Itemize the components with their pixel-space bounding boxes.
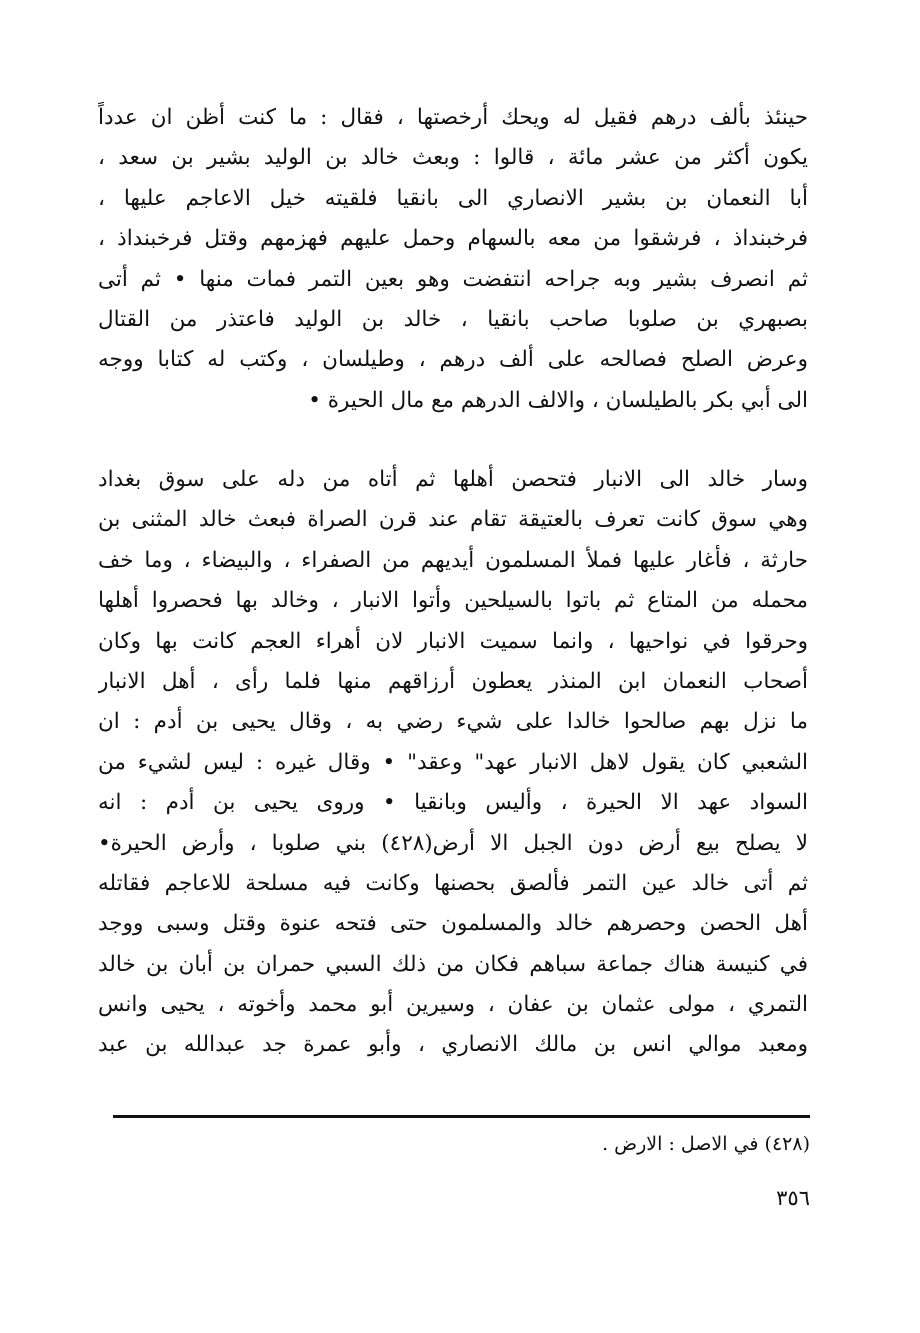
text-line: وحرقوا في نواحيها ، وانما سميت الانبار لان أهراء العجم كانت بها وكان bbox=[98, 628, 808, 654]
text-line: التمري ، مولى عثمان بن عفان ، وسيرين أبو محمد وأخوته ، يحيى وانس bbox=[98, 992, 808, 1018]
paragraph-2 bbox=[98, 460, 808, 1066]
text-line: محمله من المتاع ثم باتوا بالسيلحين وأتوا الانبار ، وخالد بها فحصروا أهلها bbox=[98, 588, 808, 614]
text-line: يكون أكثر من عشر مائة ، قالوا : وبعث خالد بن الوليد بشير بن سعد ، bbox=[98, 145, 808, 171]
text-line: أصحاب النعمان ابن المنذر يعطون أرزاقهم منها فلما رأى ، أهل الانبار bbox=[98, 668, 808, 694]
text-line: في كنيسة هناك جماعة سباهم فكان من ذلك السبي حمران بن أبان بن خالد bbox=[98, 951, 808, 977]
text-line: وسار خالد الى الانبار فتحصن أهلها ثم أتاه من دله على سوق بغداد bbox=[98, 467, 808, 492]
text-line: لا يصلح بيع أرض دون الجبل الا أرض(٤٢٨) بني صلوبا ، وأرض الحيرة• bbox=[98, 830, 808, 856]
text-line: حينئذ بألف درهم فقيل له ويحك أرخصتها ، فقال : ما كنت أظن ان عدداً bbox=[98, 105, 808, 130]
text-line: ثم أتى خالد عين التمر فألصق بحصنها وكانت فيه مسلحة للاعاجم فقاتله bbox=[98, 870, 808, 896]
page-number: ٣٥٦ bbox=[776, 1186, 810, 1210]
text-line: أهل الحصن وحصرهم خالد والمسلمون حتى فتحه عنوة وقتل وسبى ووجد bbox=[98, 911, 808, 937]
paragraph-1 bbox=[98, 98, 808, 421]
text-line: حارثة ، فأغار عليها فملأ المسلمون أيديهم من الصفراء ، والبيضاء ، وما خف bbox=[98, 547, 808, 573]
text-line: أبا النعمان بن بشير الانصاري الى بانقيا فلقيته خيل الاعاجم عليها ، bbox=[98, 185, 808, 211]
text-line: وهي سوق كانت تعرف بالعتيقة تقام عند قرن الصراة فبعث خالد المثنى بن bbox=[98, 507, 808, 533]
text-line: الى أبي بكر بالطيلسان ، والالف الدرهم مع مال الحيرة • bbox=[308, 387, 808, 413]
text-line: ما نزل بهم صالحوا خالدا على شيء رضي به ، وقال يحيى بن أدم : ان bbox=[98, 709, 808, 735]
footnote: (٤٢٨) في الاصل : الارض . bbox=[602, 1133, 810, 1155]
text-line: ومعبد موالي انس بن مالك الانصاري ، وأبو عمرة جد عبدالله بن عبد bbox=[98, 1032, 808, 1058]
footnote-divider bbox=[113, 1115, 810, 1118]
text-line: الشعبي كان يقول لاهل الانبار عهد" وعقد" • وقال غيره : ليس لشيء من bbox=[98, 749, 808, 775]
text-line: السواد عهد الا الحيرة ، وأليس وبانقيا • وروى يحيى بن أدم : انه bbox=[98, 790, 808, 816]
text-line: بصبهري بن صلوبا صاحب بانقيا ، خالد بن الوليد فاعتذر من القتال bbox=[98, 306, 808, 332]
text-line: فرخبنداذ ، فرشقوا من معه بالسهام وحمل عليهم فهزمهم وقتل فرخبنداذ ، bbox=[98, 226, 808, 252]
text-line: وعرض الصلح فصالحه على ألف درهم ، وطيلسان ، وكتب له كتابا ووجه bbox=[98, 347, 808, 373]
text-line: ثم انصرف بشير وبه جراحه انتفضت وهو بعين التمر فمات منها • ثم أتى bbox=[98, 266, 808, 292]
